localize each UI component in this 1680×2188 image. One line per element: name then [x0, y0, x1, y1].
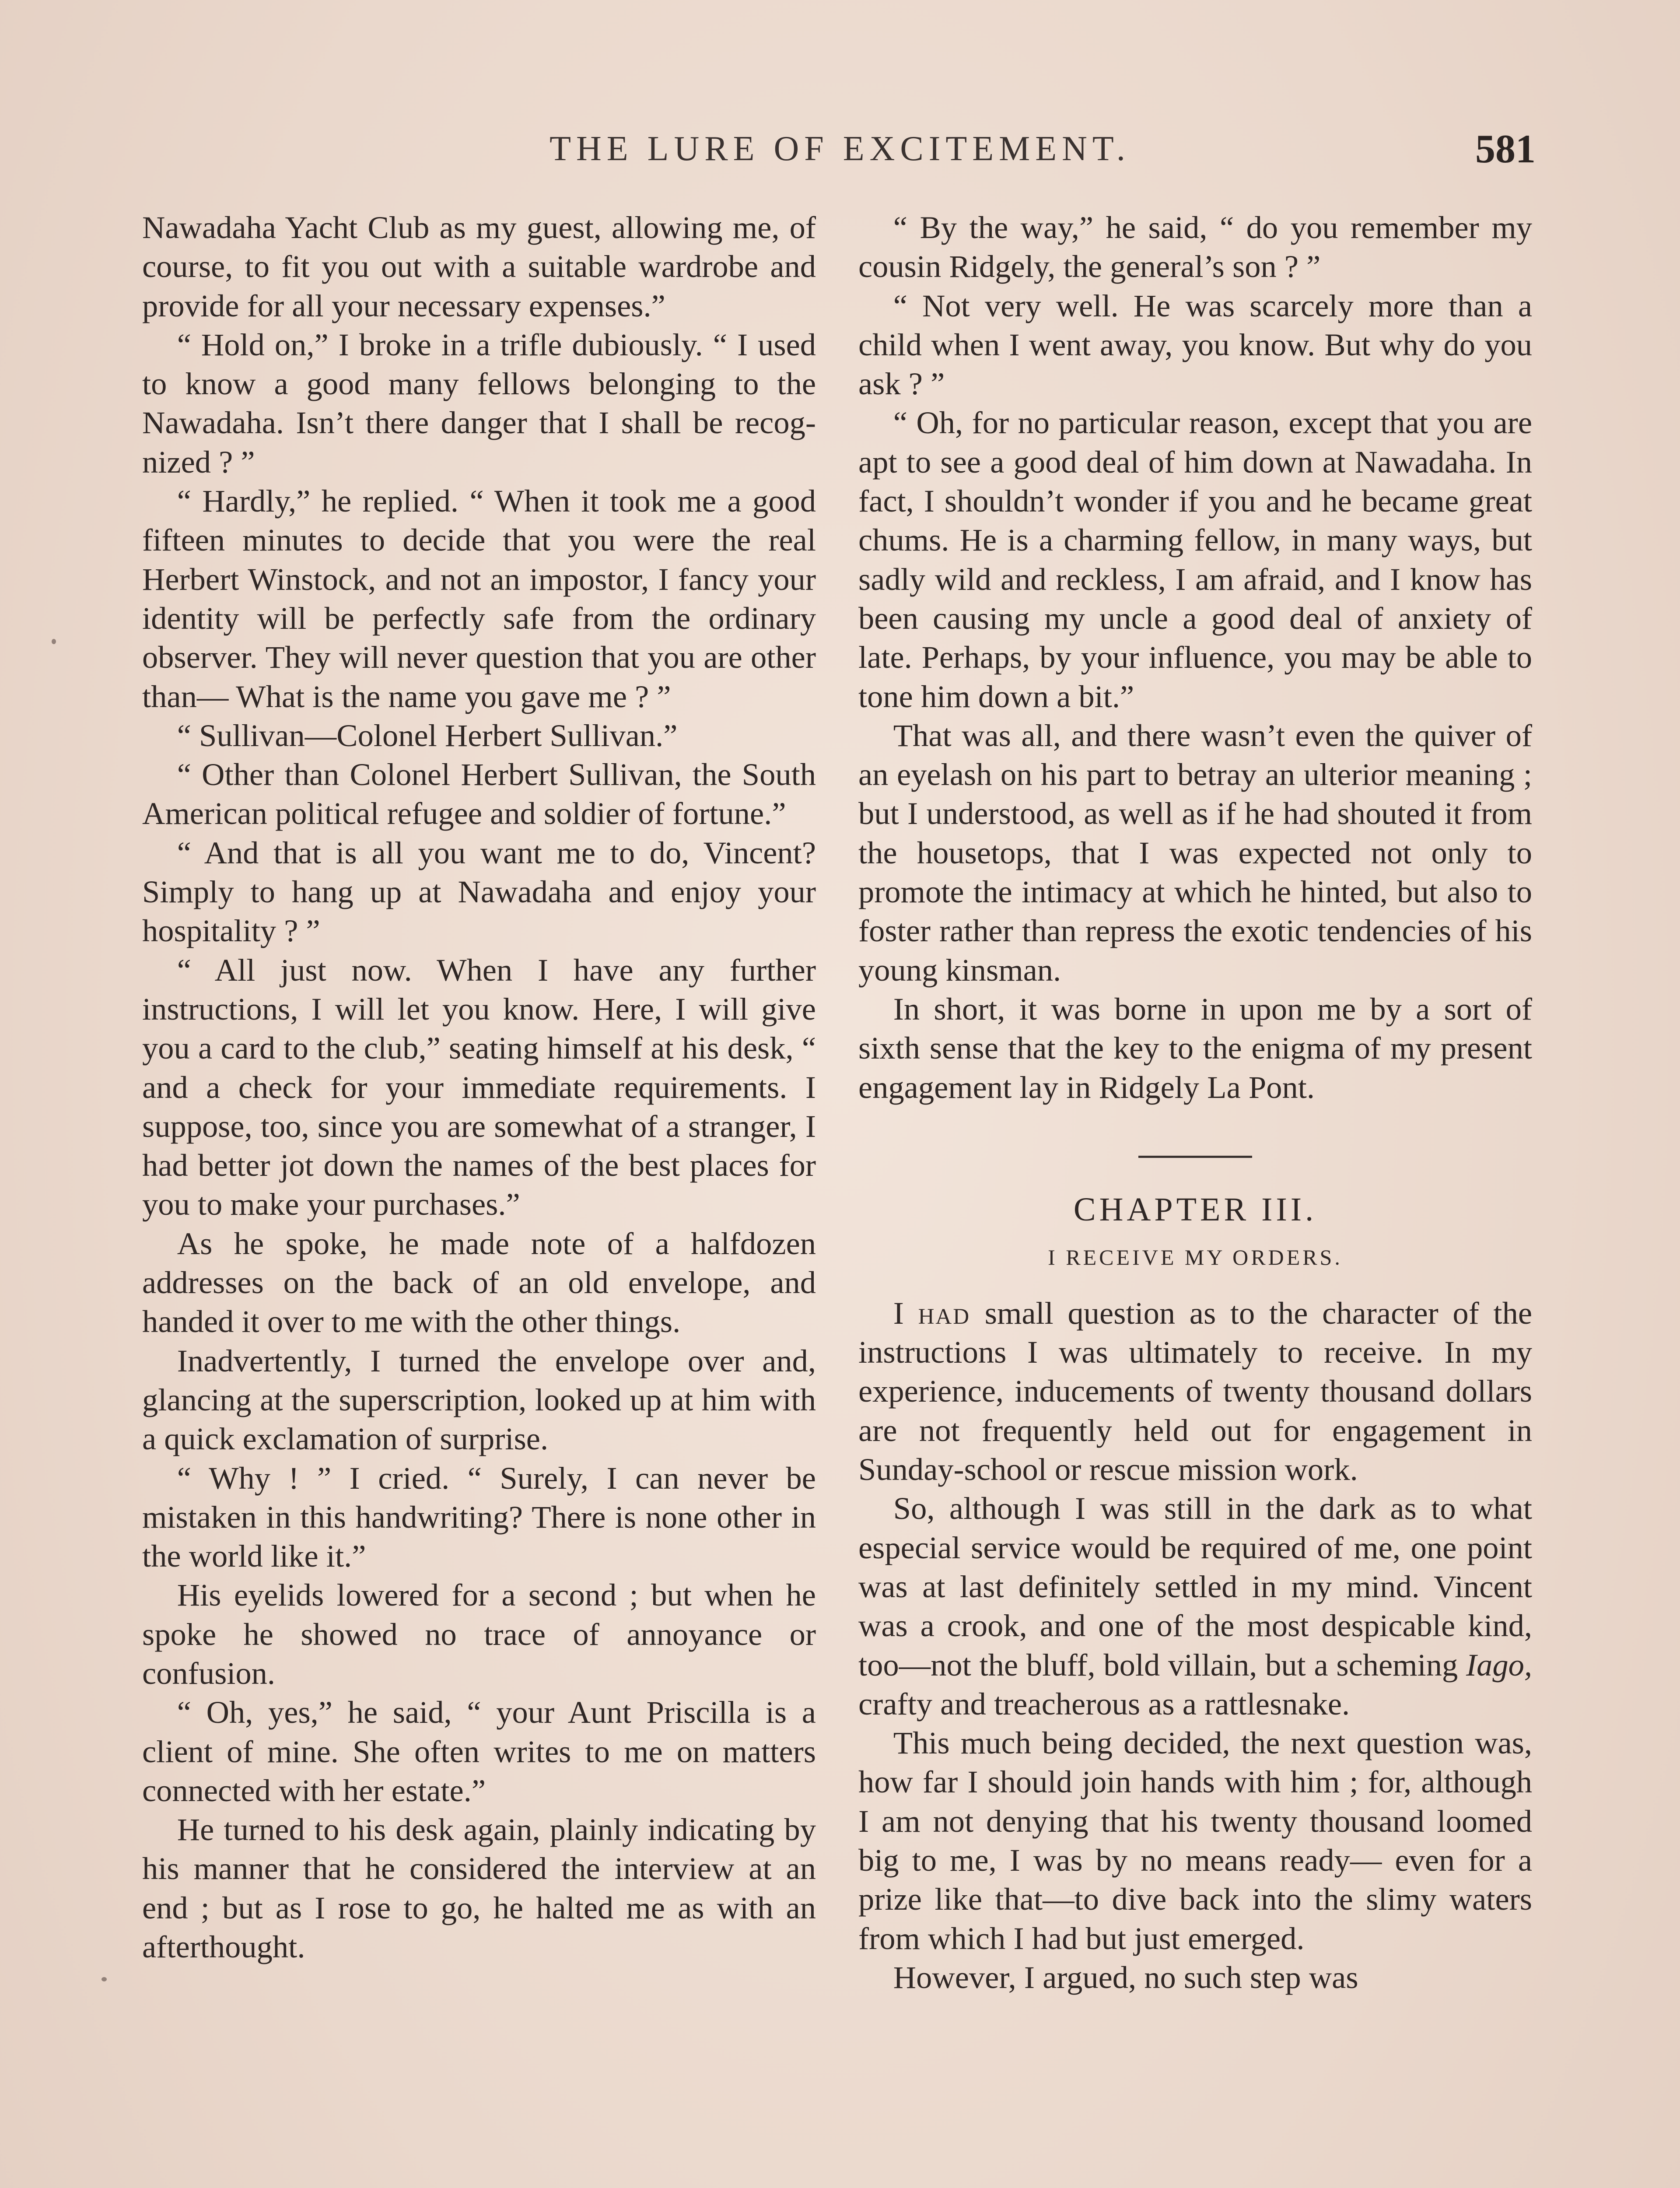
- paragraph: Inadvertently, I turned the envelope over and, glancing at the superscription, looked up at him with a quick exclamation of surprise.: [142, 1343, 816, 1457]
- paper-speck: [52, 639, 56, 644]
- lead-letter: I: [893, 1295, 904, 1331]
- paper-speck: [102, 1977, 107, 1981]
- running-head: THE LURE OF EXCITEMENT.: [550, 130, 1130, 168]
- paragraph: This much being decided, the next question was, how far I should join hands with him ; for, although I am not denying that his twenty thousand loomed big to me, I was by no means ready— even for a prize like that—to dive back into the slimy waters from which I had but just emerged.: [858, 1725, 1532, 1956]
- paragraph-text: small question as to the character of the instructions I was ultimately to receive. In my experience, inducements of twenty thousand dollars are not frequently held out for engagement in Sunday-school or rescue mission work.: [858, 1295, 1533, 1487]
- paragraph-text: crafty and treacherous as a rattlesnake.: [858, 1686, 1350, 1722]
- chapter-title: CHAPTER III.: [1073, 1191, 1317, 1228]
- page-number: 581: [1475, 126, 1536, 171]
- paragraph: As he spoke, he made note of a halfdozen addresses on the back of an old envelope, and handed it over to me with the other things.: [142, 1225, 816, 1339]
- paragraph: “ Sullivan—Colonel Herbert Sullivan.”: [177, 717, 678, 753]
- chapter-subtitle: I RECEIVE MY ORDERS.: [1048, 1245, 1343, 1269]
- paragraph: “ Hold on,” I broke in a trifle dubiously. “ I used to know a good many fellows belonging to the Nawadaha. Isn’t there danger that I shall be recognized ? ”: [142, 326, 816, 480]
- chapter-first-paragraph: [858, 1294, 1532, 1489]
- paragraph-text: So, although I was still in the dark as to what especial service would be required of me, one point was at last definitely settled in my mind. Vincent was a crook, and one of the most despicable kind, too—not the bluff, bold villain, but a scheming: [858, 1490, 1532, 1683]
- lead-word: had: [918, 1295, 971, 1331]
- paragraph: His eyelids lowered for a second ; but when he spoke he showed no trace of annoyance or confusion.: [142, 1577, 816, 1691]
- right-column: [858, 208, 1532, 1997]
- emphasis-iago: Iago,: [1466, 1647, 1532, 1683]
- paragraph: That was all, and there wasn’t even the quiver of an eyelash on his part to betray an ulterior meaning ; but I understood, as well as if he had shouted it from the housetops, that I was expected not only to promote the intimacy at which he hinted, but also to foster rather than repress the exotic tendencies of his young kinsman.: [858, 717, 1532, 988]
- paragraph: “ All just now. When I have any further instructions, I will let you know. Here, I will give you a card to the club,” seating himself at his desk, “ and a check for your immediate requirements. I suppose, too, since you are somewhat of a stranger, I had better jot down the names of the best places for you to make your purchases.”: [142, 952, 816, 1222]
- paragraph: “ Why ! ” I cried. “ Surely, I can never be mistaken in this handwriting? There is none other in the world like it.”: [142, 1460, 816, 1574]
- left-column: [142, 208, 816, 1966]
- paragraph: [858, 1489, 1532, 1723]
- paragraph: However, I argued, no such step was: [893, 1959, 1358, 1995]
- paragraph: “ Other than Colonel Herbert Sullivan, the South American political refugee and soldier of fortune.”: [142, 757, 816, 831]
- paragraph: “ By the way,” he said, “ do you remember my cousin Ridgely, the general’s son ? ”: [858, 210, 1532, 284]
- paragraph: “ Not very well. He was scarcely more than a child when I went away, you know. But why do you ask ? ”: [858, 288, 1532, 402]
- paragraph: Nawadaha Yacht Club as my guest, allowing me, of course, to fit you out with a suitable wardrobe and provide for all your necessary expenses.”: [142, 210, 816, 323]
- paragraph: “ And that is all you want me to do, Vincent? Simply to hang up at Nawadaha and enjoy your hospitality ? ”: [142, 835, 816, 949]
- paragraph: “ Hardly,” he replied. “ When it took me a good fifteen minutes to decide that you were the real Herbert Winstock, and not an impostor, I fancy your identity will be perfectly safe from the ordinary observer. They will never question that you are other than— What is the name you gave me ? ”: [142, 483, 816, 714]
- section-divider: [1138, 1156, 1252, 1158]
- paragraph: He turned to his desk again, plainly indicating by his manner that he considered the interview at an end ; but as I rose to go, he halted me as with an afterthought.: [142, 1812, 816, 1965]
- page-header: [144, 126, 1536, 182]
- paragraph: “ Oh, for no particular reason, except that you are apt to see a good deal of him down at Nawadaha. In fact, I shouldn’t wonder if you and he became great chums. He is a charming fellow, in many ways, but sadly wild and reckless, I am afraid, and I know has been causing my uncle a good deal of anxiety of late. Perhaps, by your influence, you may be able to tone him down a bit.”: [858, 405, 1532, 714]
- paragraph: “ Oh, yes,” he said, “ your Aunt Priscilla is a client of mine. She often writes to me on matters connected with her estate.”: [142, 1694, 816, 1808]
- paragraph: In short, it was borne in upon me by a sort of sixth sense that the key to the enigma of my present engagement lay in Ridgely La Pont.: [858, 991, 1532, 1105]
